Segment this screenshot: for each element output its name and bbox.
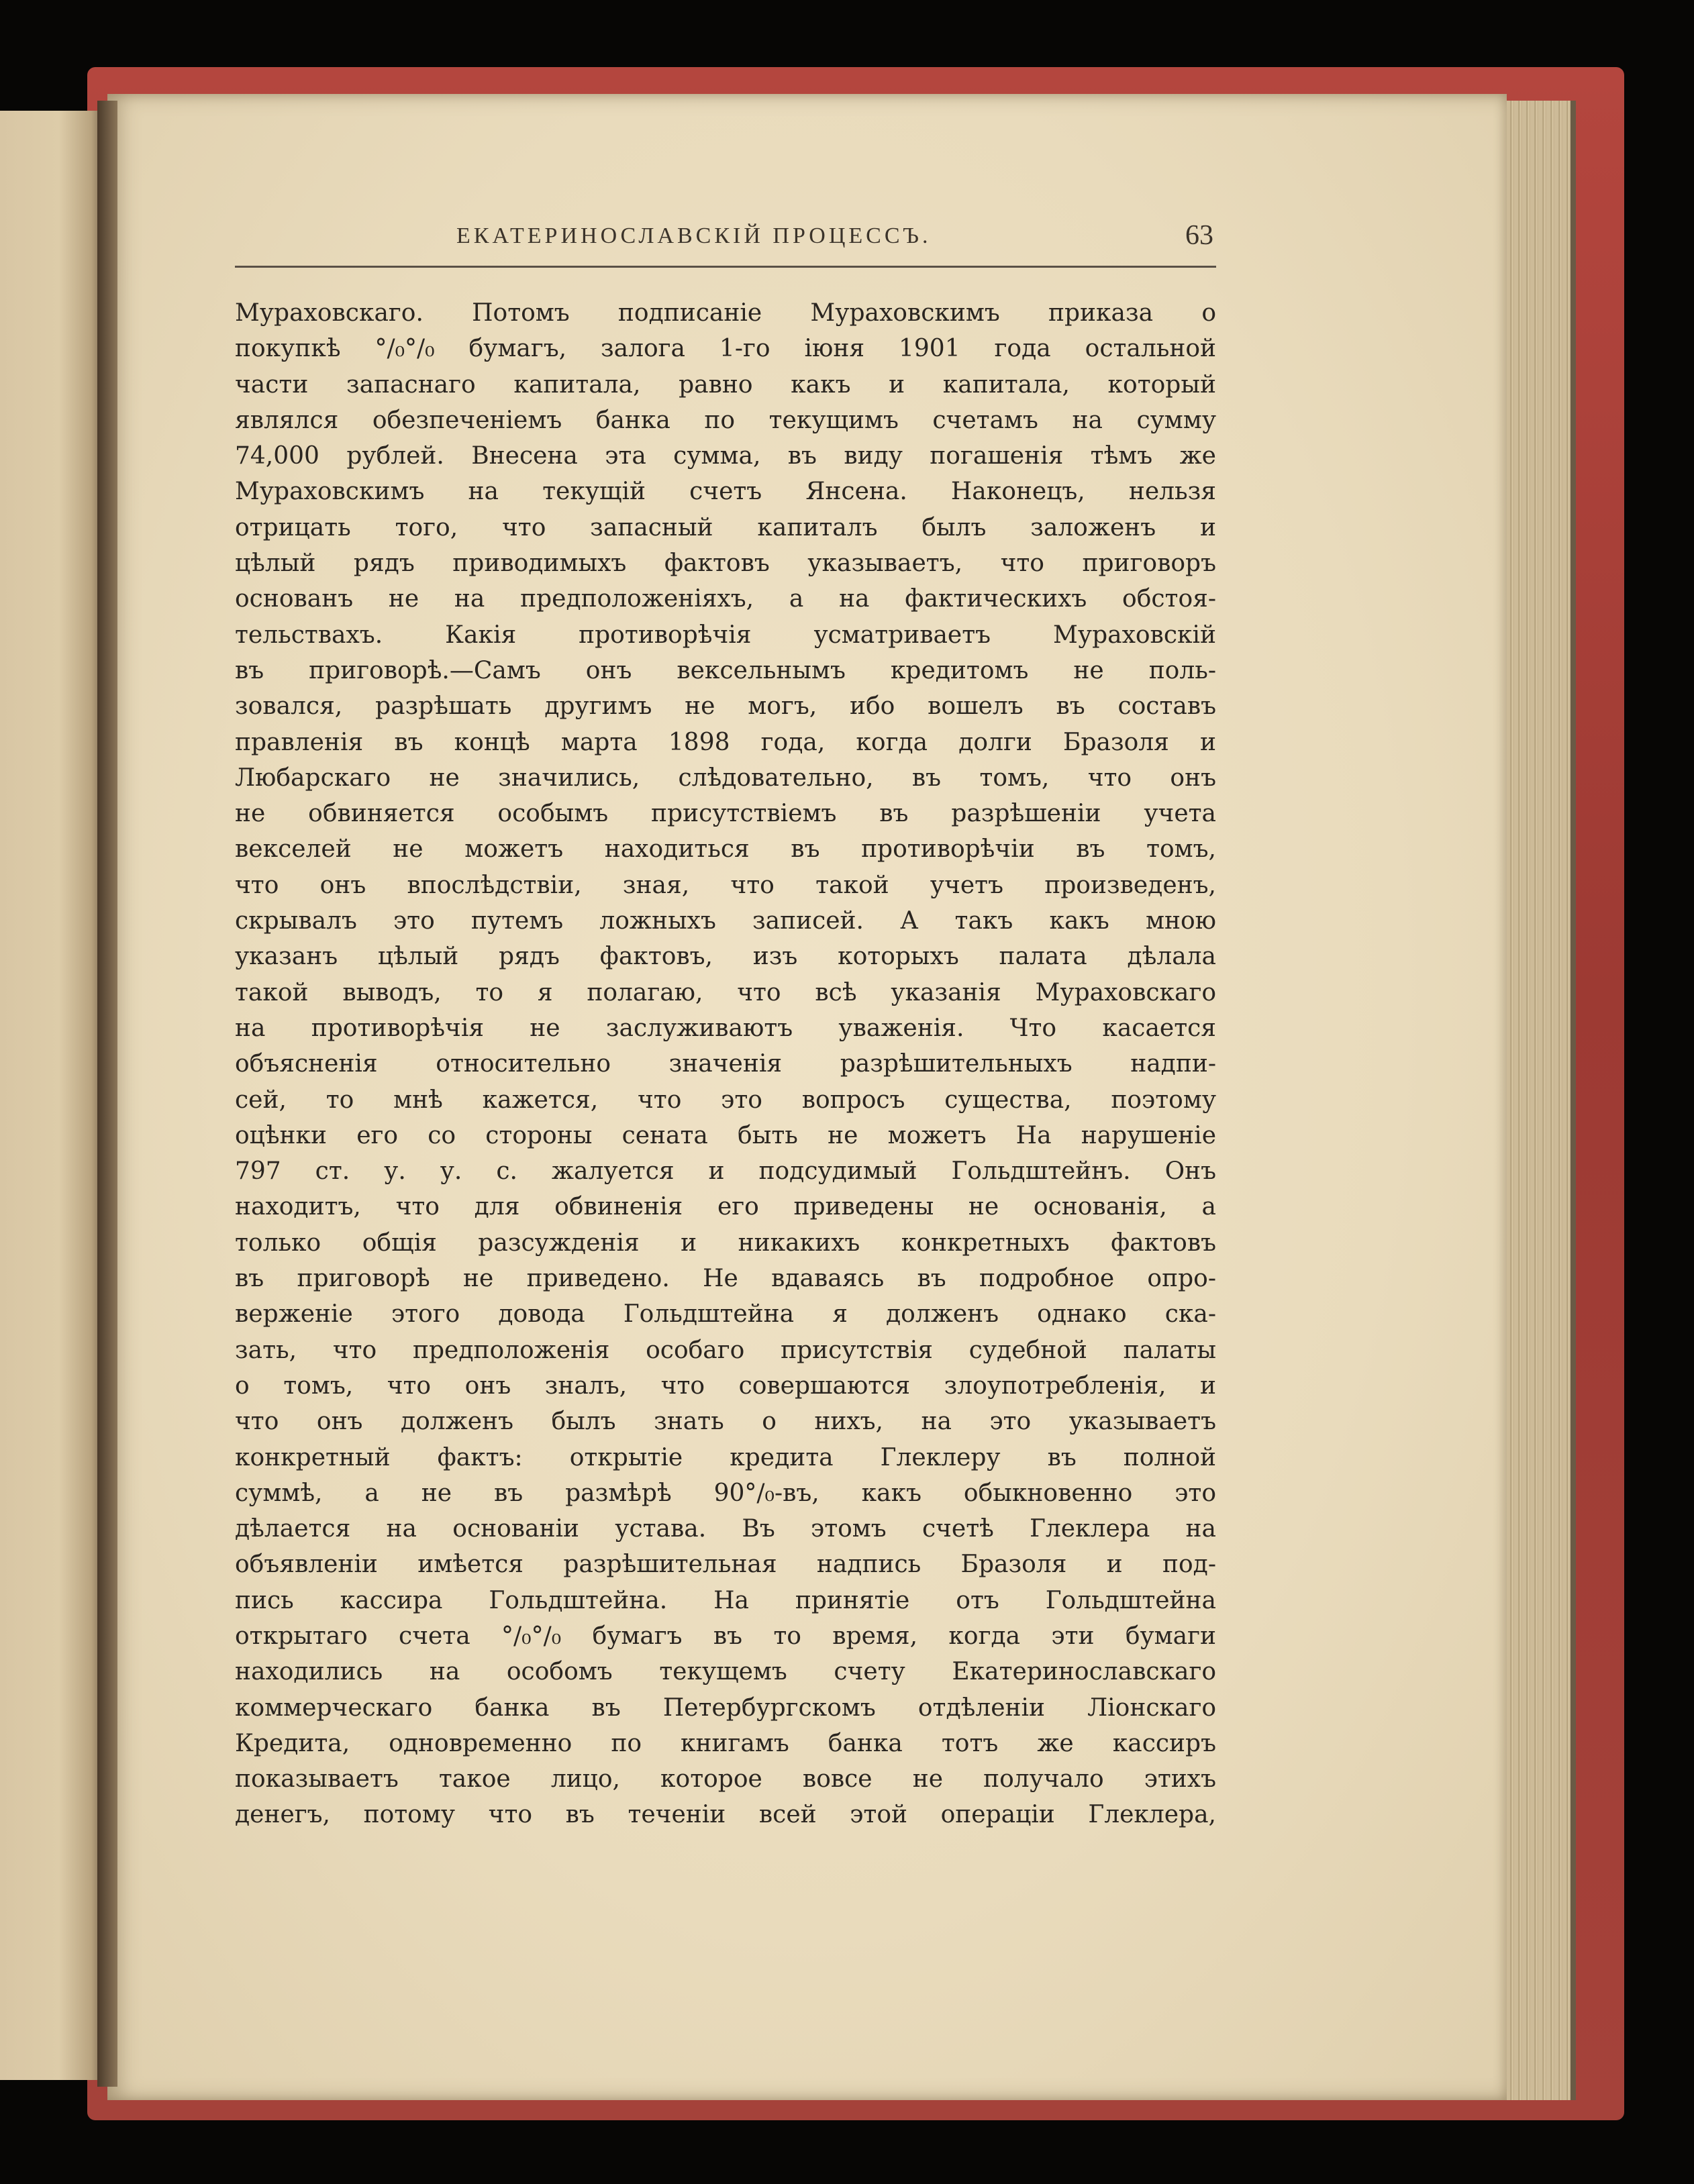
- text-line: не обвиняется особымъ присутствіемъ въ разрѣшеніи учета: [235, 800, 1216, 828]
- text-line: сей, то мнѣ кажется, что это вопросъ существа, поэтому: [235, 1086, 1216, 1114]
- text-line: коммерческаго банка въ Петербургскомъ отдѣленіи Ліонскаго: [235, 1694, 1216, 1722]
- text-line: верженіе этого довода Гольдштейна я долженъ однако ска-: [235, 1300, 1216, 1329]
- header-rule: [235, 266, 1216, 268]
- text-line: суммѣ, а не въ размѣрѣ 90°/₀-въ, какъ обыкновенно это: [235, 1479, 1216, 1507]
- text-line: основанъ не на предположеніяхъ, а на фактическихъ обстоя-: [235, 585, 1216, 613]
- text-line: скрывалъ это путемъ ложныхъ записей. А такъ какъ мною: [235, 907, 1216, 935]
- running-title: ЕКАТЕРИНОСЛАВСКІЙ ПРОЦЕССЪ.: [456, 223, 932, 248]
- text-line: объявленіи имѣется разрѣшительная надпись Бразоля и под-: [235, 1551, 1216, 1579]
- text-line: открытаго счета °/₀°/₀ бумагъ въ то время, когда эти бумаги: [235, 1622, 1216, 1650]
- text-line: Мураховскаго. Потомъ подписаніе Мураховскимъ приказа о: [235, 299, 1216, 327]
- text-line: цѣлый рядъ приводимыхъ фактовъ указываетъ, что приговоръ: [235, 550, 1216, 578]
- text-line: дѣлается на основаніи устава. Въ этомъ счетѣ Глеклера на: [235, 1515, 1216, 1543]
- text-line: указанъ цѣлый рядъ фактовъ, изъ которыхъ палата дѣлала: [235, 943, 1216, 971]
- text-line: Любарскаго не значились, слѣдовательно, въ томъ, что онъ: [235, 764, 1216, 792]
- page-number: 63: [1185, 220, 1213, 251]
- text-line: 74,000 рублей. Внесена эта сумма, въ виду погашенія тѣмъ же: [235, 442, 1216, 470]
- text-line: оцѣнки его со стороны сената быть не можетъ На нарушеніе: [235, 1121, 1216, 1149]
- text-line: находились на особомъ текущемъ счету Екатеринославскаго: [235, 1658, 1216, 1686]
- body-text: [235, 295, 1216, 1833]
- running-head: [235, 219, 1216, 260]
- facing-page-edge: [0, 111, 107, 2080]
- text-line: векселей не можетъ находиться въ противорѣчіи въ томъ,: [235, 835, 1216, 864]
- text-line: 797 ст. у. у. с. жалуется и подсудимый Гольдштейнъ. Онъ: [235, 1157, 1216, 1186]
- text-line: денегъ, потому что въ теченіи всей этой операціи Глеклера,: [235, 1801, 1216, 1829]
- text-line: пись кассира Гольдштейна. На принятіе отъ Гольдштейна: [235, 1586, 1216, 1614]
- text-line: только общія разсужденія и никакихъ конкретныхъ фактовъ: [235, 1229, 1216, 1257]
- text-line: о томъ, что онъ зналъ, что совершаются злоупотребленія, и: [235, 1371, 1216, 1400]
- text-line: отрицать того, что запасный капиталъ былъ заложенъ и: [235, 513, 1216, 541]
- text-line: Мураховскимъ на текущій счетъ Янсена. Наконецъ, нельзя: [235, 478, 1216, 506]
- book-gutter: [97, 101, 117, 2087]
- text-line: находитъ, что для обвиненія его приведены не основанія, а: [235, 1193, 1216, 1221]
- text-line: являлся обезпеченіемъ банка по текущимъ счетамъ на сумму: [235, 406, 1216, 434]
- text-line: Кредита, одновременно по книгамъ банка тотъ же кассиръ: [235, 1729, 1216, 1757]
- text-line: тельствахъ. Какія противорѣчія усматриваетъ Мураховскій: [235, 621, 1216, 649]
- text-line: правленія въ концѣ марта 1898 года, когда долги Бразоля и: [235, 728, 1216, 756]
- text-line: конкретный фактъ: открытіе кредита Глеклеру въ полной: [235, 1443, 1216, 1471]
- text-line: зовался, разрѣшать другимъ не могъ, ибо вошелъ въ составъ: [235, 692, 1216, 721]
- text-line: что онъ впослѣдствіи, зная, что такой учетъ произведенъ,: [235, 871, 1216, 899]
- text-line: показываетъ такое лицо, которое вовсе не получало этихъ: [235, 1765, 1216, 1793]
- text-line: покупкѣ °/₀°/₀ бумагъ, залога 1-го іюня 1901 года остальной: [235, 335, 1216, 363]
- text-line: части запаснаго капитала, равно какъ и капитала, который: [235, 370, 1216, 399]
- text-line: на противорѣчія не заслуживаютъ уваженія. Что касается: [235, 1014, 1216, 1042]
- text-line: объясненія относительно значенія разрѣшительныхъ надпи-: [235, 1050, 1216, 1078]
- text-line: зать, что предположенія особаго присутствія судебной палаты: [235, 1336, 1216, 1364]
- text-line: въ приговорѣ.—Самъ онъ вексельнымъ кредитомъ не поль-: [235, 656, 1216, 684]
- text-line: что онъ долженъ былъ знать о нихъ, на это указываетъ: [235, 1408, 1216, 1436]
- text-line: въ приговорѣ не приведено. Не вдаваясь въ подробное опро-: [235, 1265, 1216, 1293]
- text-line: такой выводъ, то я полагаю, что всѣ указанія Мураховскаго: [235, 978, 1216, 1006]
